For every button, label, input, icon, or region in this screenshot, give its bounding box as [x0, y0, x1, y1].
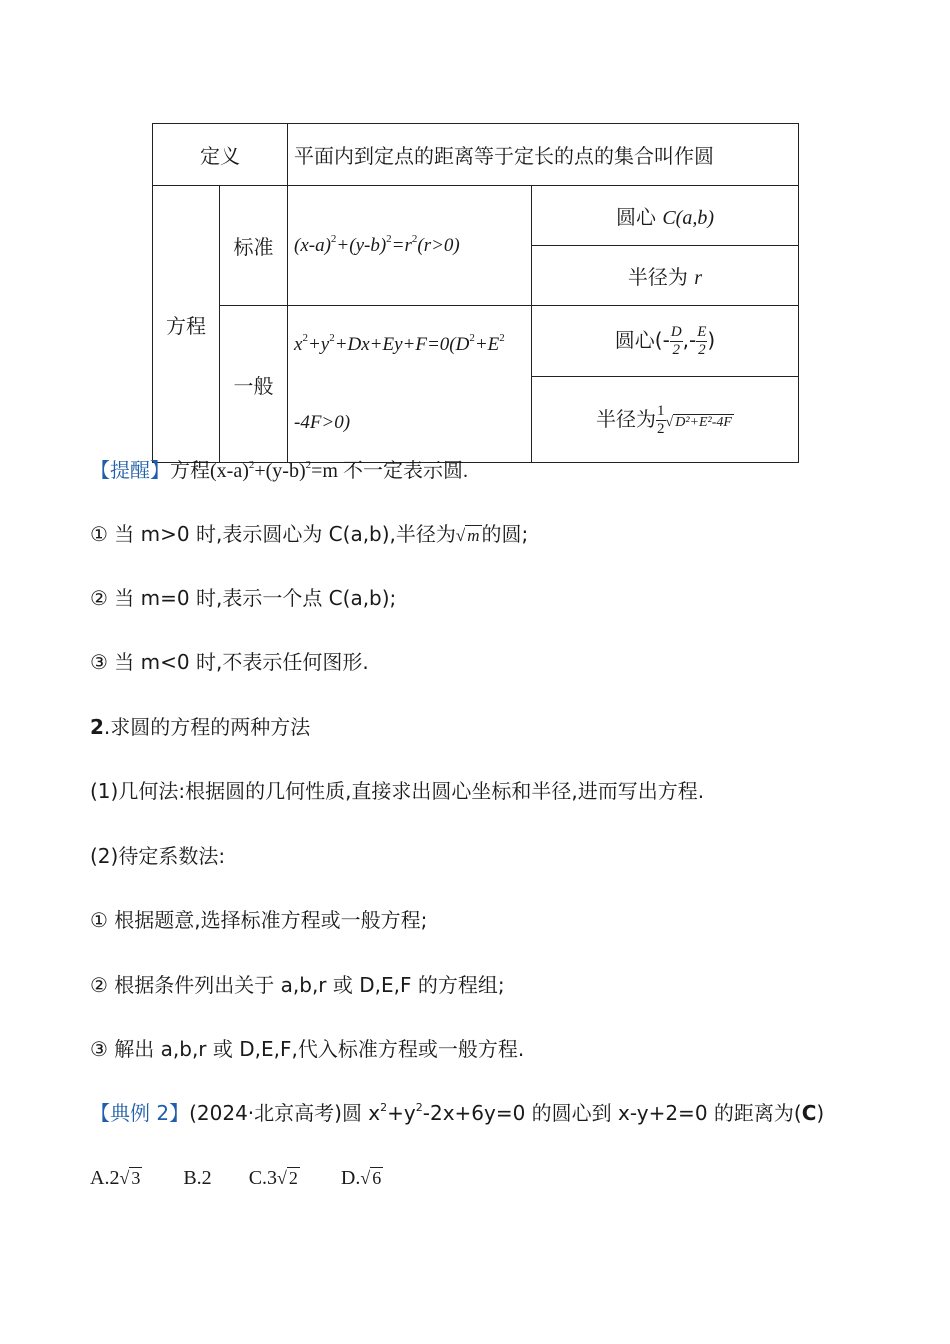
section-2-heading: 2.求圆的方程的两种方法	[90, 715, 311, 739]
equation-header: 方程	[153, 186, 220, 463]
tip-tag: 【提醒】	[90, 458, 170, 482]
tip-line: 【提醒】方程$(x-a)^2+(y-b)^2=m$ 不一定表示圆.	[90, 458, 468, 482]
option-a: A.2√ 3	[90, 1167, 141, 1189]
method-2: (2)待定系数法:	[90, 844, 226, 868]
standard-radius: 半径为 r	[532, 246, 799, 306]
case-1: ① 当 m>0 时,表示圆心为 C(a,b),半径为√ m 的圆;	[90, 522, 529, 546]
general-radius: 半径为 $\frac{1}{2}$ √ D²+E²-4F	[532, 377, 799, 463]
example-line: 【典例 2】(2024·北京高考)圆 $x^2+y^2-2x+6y=0$ 的圆心到 x-y+2=0 的距离为(C)	[90, 1101, 825, 1125]
method-2-step-1: ① 根据题意,选择标准方程或一般方程;	[90, 908, 428, 932]
radical-sign: √ D²+E²-4F	[665, 414, 732, 430]
definition-header: 定义	[153, 124, 288, 186]
fraction-e-over-2: $\frac{E}{2}$	[697, 324, 707, 359]
standard-equation: $(x-a)^2+(y-b)^2=r^2(r>0)$	[288, 186, 532, 306]
standard-label: 标准	[220, 186, 288, 306]
method-2-step-3: ③ 解出 a,b,r 或 D,E,F,代入标准方程或一般方程.	[90, 1037, 525, 1061]
general-center: 圆心(- $\frac{D}{2}$ ,- $\frac{E}{2}$ )	[532, 306, 799, 377]
option-c: C.3√ 2	[248, 1167, 298, 1189]
case-3: ③ 当 m<0 时,不表示任何图形.	[90, 650, 369, 674]
option-b: B.2	[183, 1167, 212, 1189]
example-answer: C	[801, 1101, 817, 1125]
definition-content: 平面内到定点的距离等于定长的点的集合叫作圆	[288, 124, 799, 186]
method-2-step-2: ② 根据条件列出关于 a,b,r 或 D,E,F 的方程组;	[90, 973, 505, 997]
option-d: D.√ 6	[340, 1167, 382, 1189]
case-2: ② 当 m=0 时,表示一个点 C(a,b);	[90, 586, 397, 610]
example-tag: 【典例 2】	[90, 1101, 190, 1125]
fraction-d-over-2: $\frac{D}{2}$	[670, 324, 682, 359]
standard-center: 圆心 C(a,b)	[532, 186, 799, 246]
circle-equation-table	[152, 123, 799, 463]
method-1: (1)几何法:根据圆的几何性质,直接求出圆心坐标和半径,进而写出方程.	[90, 779, 705, 803]
answer-options	[90, 1165, 383, 1191]
fraction-one-half: $\frac{1}{2}$	[657, 402, 665, 437]
general-label: 一般	[220, 306, 288, 463]
general-equation: $x^2+y^2+Dx+Ey+F=0(D^2+E^2$ -4F>0)	[288, 306, 532, 463]
